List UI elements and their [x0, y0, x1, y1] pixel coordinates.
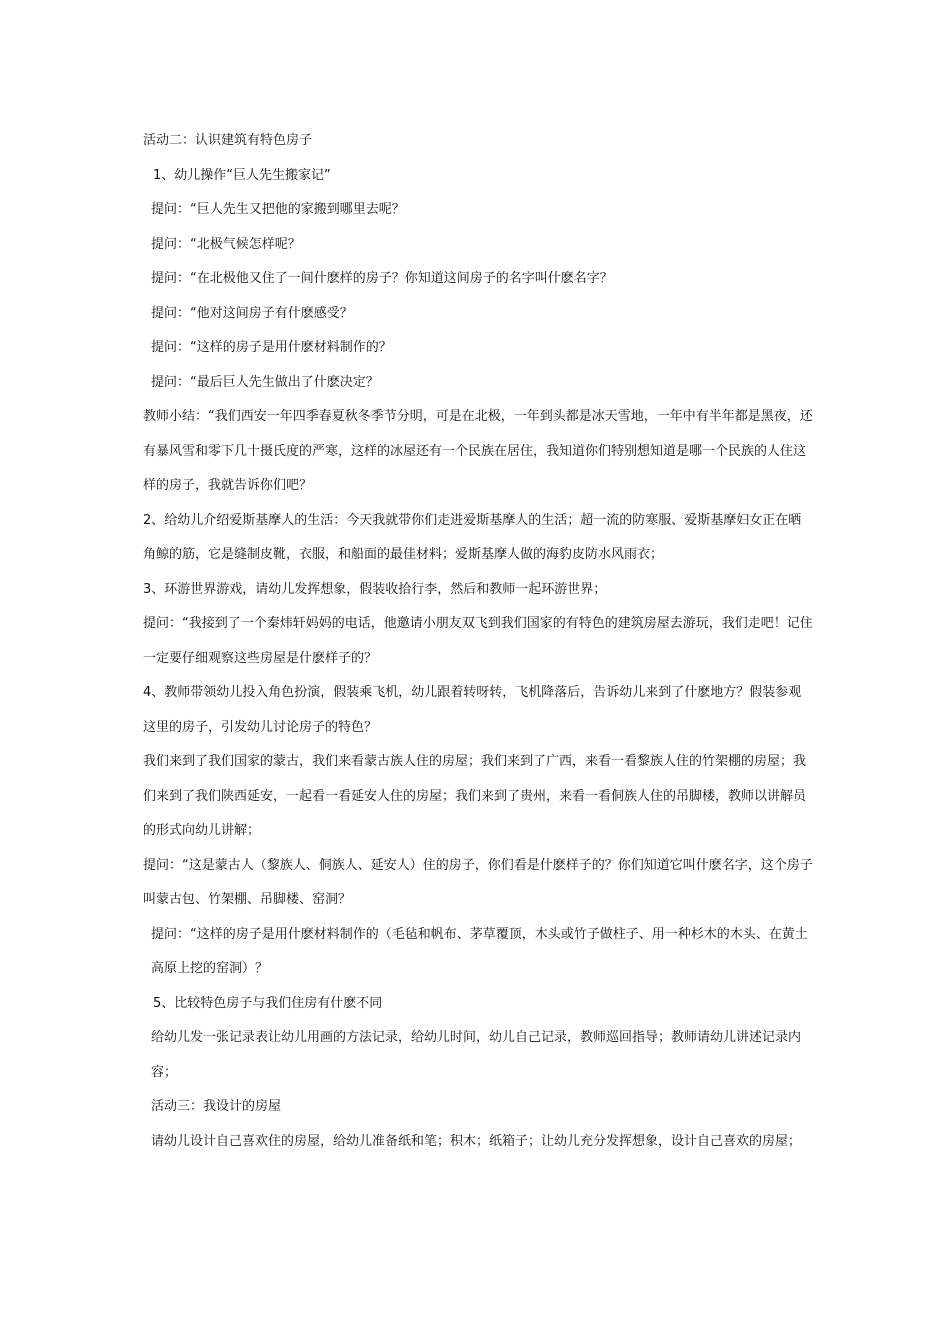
question-paragraph: 提问：“这样的房子是用什麽材料制作的？: [151, 340, 392, 355]
question-paragraph: 提问：“这样的房子是用什麽材料制作的（毛毡和帆布、茅草覆顶，木头或竹子做柱子、用一种杉木的木头、在黄土高原上挖的窑洞）？: [151, 926, 808, 976]
document-body: [143, 124, 813, 1159]
step4-paragraph: 4、教师带领幼儿投入角色扮演，假装乘飞机，幼儿跟着转呀转，飞机降落后，告诉幼儿来到了什麽地方？假装参观这里的房子，引发幼儿讨论房子的特色？: [143, 685, 802, 735]
step2-paragraph: 2、给幼儿介绍爱斯基摩人的生活：今天我就带你们走进爱斯基摩人的生活；超一流的防寒服、爱斯基摩妇女正在晒角鲸的筋，它是缝制皮靴，衣服，和船面的最佳材料；爱斯基摩人做的海豹皮防水风雨衣；: [143, 512, 802, 562]
activity3-heading: 活动三：我设计的房屋: [151, 1099, 282, 1114]
question-paragraph: 提问：“北极气候怎样呢？: [151, 236, 301, 252]
step5-heading: 5、比较特色房子与我们住房有什麽不同: [153, 995, 383, 1011]
question-paragraph: 提问：“我接到了一个秦炜轩妈妈的电话，他邀请小朋友双飞到我们国家的有特色的建筑房屋去游玩，我们走吧！记住一定要仔细观察这些房屋是什麽样子的？: [143, 616, 813, 666]
record-paragraph: 给幼儿发一张记录表让幼儿用画的方法记录，给幼儿时间，幼儿自己记录，教师巡回指导；教师请幼儿讲述记录内容；: [151, 1030, 802, 1080]
design-paragraph: 请幼儿设计自己喜欢住的房屋，给幼儿准备纸和笔；积木；纸箱子；让幼儿充分发挥想象，设计自己喜欢的房屋；: [151, 1133, 802, 1149]
tour-paragraph: 我们来到了我们国家的蒙古，我们来看蒙古族人住的房屋；我们来到了广西，来看一看黎族人住的竹架棚的房屋；我们来到了我们陕西延安，一起看一看延安人住的房屋；我们来到了贵州，来看一看侗族人住的吊脚楼，教师以讲解员的形式向幼儿讲解；: [143, 754, 807, 838]
step1-heading: 1、幼儿操作“巨人先生搬家记”: [153, 167, 331, 183]
teacher-summary-paragraph: 教师小结：“我们西安一年四季春夏秋冬季节分明，可是在北极，一年到头都是冰天雪地，一年中有半年都是黑夜，还有暴风雪和零下几十摄氏度的严寒，这样的冰屋还有一个民族在居住，我知道你们特别想知道是哪一个民族的人住这样的房子，我就告诉你们吧？: [143, 409, 813, 493]
question-paragraph: 提问：“他对这间房子有什麽感受？: [151, 305, 353, 321]
question-paragraph: 提问：“巨人先生又把他的家搬到哪里去呢？: [151, 202, 405, 217]
question-paragraph: 提问：“在北极他又住了一间什麽样的房子？你知道这间房子的名字叫什麽名字？: [151, 271, 613, 286]
activity2-heading: 活动二：认识建筑有特色房子: [143, 133, 313, 148]
step3-paragraph: 3、环游世界游戏，请幼儿发挥想象，假装收拾行李，然后和教师一起环游世界；: [143, 581, 607, 597]
question-paragraph: 提问：“最后巨人先生做出了什麽决定？: [151, 374, 379, 390]
question-paragraph: 提问：“这是蒙古人（黎族人、侗族人、延安人）住的房子，你们看是什麽样子的？你们知道它叫什麽名字，这个房子叫蒙古包、竹架棚、吊脚楼、窑洞？: [143, 857, 813, 907]
